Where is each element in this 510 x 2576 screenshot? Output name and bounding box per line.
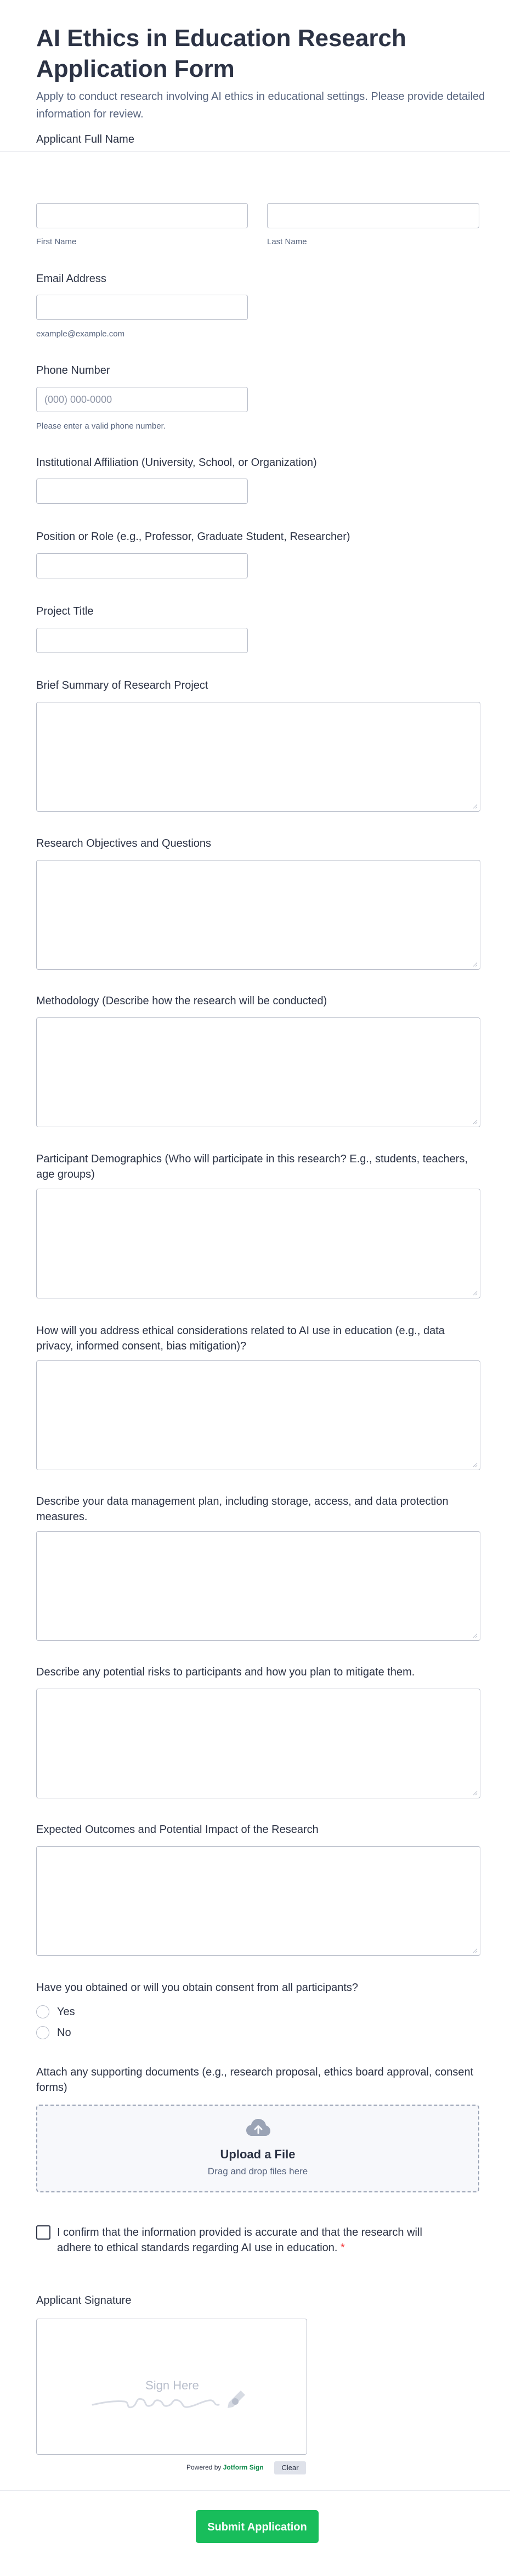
- resize-grip-icon[interactable]: [472, 1462, 478, 1467]
- email-sublabel: example@example.com: [36, 329, 125, 339]
- last-name-input[interactable]: [267, 203, 479, 228]
- radio-option-yes[interactable]: [36, 2004, 146, 2020]
- first-name-sublabel: First Name: [36, 237, 77, 246]
- confirm-text-wrapper: [57, 2225, 435, 2256]
- ethics-textarea[interactable]: [36, 1360, 480, 1470]
- resize-grip-icon[interactable]: [472, 1290, 478, 1296]
- summary-textarea[interactable]: [36, 702, 480, 812]
- signature-pad[interactable]: [36, 2319, 307, 2455]
- resize-grip-icon[interactable]: [472, 1948, 478, 1953]
- consent-label: Have you obtained or will you obtain consent from all participants?: [36, 1982, 358, 1994]
- data-plan-field: [36, 1494, 480, 1525]
- risks-textarea[interactable]: [36, 1689, 480, 1798]
- form-subtitle: Apply to conduct research involving AI ethics in educational settings. Please provide detailed information for review.: [36, 91, 485, 120]
- submit-button[interactable]: Submit Application: [196, 2510, 319, 2543]
- methodology-label: Methodology (Describe how the research will be conducted): [36, 995, 327, 1007]
- position-label: Position or Role (e.g., Professor, Graduate Student, Researcher): [36, 531, 350, 543]
- jotform-sign-brand: Jotform Sign: [223, 2463, 264, 2471]
- full-name-field: [36, 132, 480, 252]
- resize-grip-icon[interactable]: [472, 1790, 478, 1796]
- consent-field: [36, 1980, 480, 2046]
- upload-hint: Drag and drop files here: [207, 2166, 308, 2176]
- resize-grip-icon[interactable]: [472, 961, 478, 967]
- confirm-checkbox[interactable]: [36, 2225, 50, 2240]
- first-name-input[interactable]: [36, 203, 248, 228]
- upload-label: Attach any supporting documents (e.g., research proposal, ethics board approval, consent forms): [36, 2066, 474, 2094]
- objectives-field: [36, 836, 480, 851]
- radio-yes[interactable]: [36, 2005, 49, 2018]
- demographics-field: [36, 1151, 480, 1182]
- outcomes-label: Expected Outcomes and Potential Impact of the Research: [36, 1824, 319, 1836]
- radio-yes-label: Yes: [57, 2006, 75, 2018]
- affiliation-input[interactable]: [36, 479, 248, 504]
- phone-sublabel: Please enter a valid phone number.: [36, 421, 166, 431]
- data-plan-label: Describe your data management plan, including storage, access, and data protection measures.: [36, 1495, 449, 1523]
- ethics-label: How will you address ethical considerations related to AI use in education (e.g., data privacy, informed consent, bias mitigation)?: [36, 1325, 445, 1352]
- powered-by: [186, 2461, 264, 2473]
- last-name-sublabel: Last Name: [267, 237, 307, 246]
- signature-label: Applicant Signature: [36, 2294, 132, 2307]
- summary-field: [36, 678, 480, 693]
- methodology-field: [36, 993, 480, 1009]
- clear-signature-button[interactable]: Clear: [274, 2461, 306, 2474]
- radio-option-no[interactable]: [36, 2025, 146, 2040]
- position-input[interactable]: [36, 553, 248, 578]
- objectives-textarea[interactable]: [36, 860, 480, 970]
- email-label: Email Address: [36, 273, 106, 285]
- data-plan-textarea[interactable]: [36, 1531, 480, 1641]
- radio-no[interactable]: [36, 2026, 49, 2039]
- methodology-textarea[interactable]: [36, 1017, 480, 1127]
- project-title-label: Project Title: [36, 605, 94, 617]
- form-header: [0, 0, 510, 152]
- ethics-field: [36, 1323, 480, 1354]
- affiliation-label: Institutional Affiliation (University, School, or Organization): [36, 457, 317, 469]
- cloud-upload-icon: [245, 2118, 271, 2138]
- objectives-label: Research Objectives and Questions: [36, 837, 212, 850]
- risks-label: Describe any potential risks to participants and how you plan to mitigate them.: [36, 1666, 415, 1678]
- resize-grip-icon[interactable]: [472, 803, 478, 809]
- risks-field: [36, 1664, 480, 1680]
- phone-input[interactable]: (000) 000-0000: [36, 387, 248, 412]
- demographics-label: Participant Demographics (Who will participate in this research? E.g., students, teachers, age groups): [36, 1153, 468, 1180]
- full-name-label: Applicant Full Name: [36, 133, 134, 145]
- form-title: AI Ethics in Education Research Application Form: [36, 25, 406, 82]
- outcomes-field: [36, 1822, 480, 1837]
- signature-scribble-icon: [92, 2373, 251, 2417]
- outcomes-textarea[interactable]: [36, 1846, 480, 1956]
- file-upload-dropzone[interactable]: [36, 2105, 479, 2192]
- confirm-text: I confirm that the information provided is accurate and that the research will adhere to ethical standards regarding AI use in education.: [57, 2226, 422, 2254]
- demographics-textarea[interactable]: [36, 1189, 480, 1298]
- email-input[interactable]: [36, 295, 248, 320]
- summary-label: Brief Summary of Research Project: [36, 679, 208, 691]
- project-title-input[interactable]: [36, 628, 248, 653]
- resize-grip-icon[interactable]: [472, 1633, 478, 1638]
- signature-placeholder: Sign Here: [145, 2378, 199, 2392]
- powered-by-text: Powered by: [186, 2463, 222, 2471]
- upload-title: Upload a File: [220, 2147, 296, 2161]
- required-asterisk: *: [341, 2242, 345, 2254]
- resize-grip-icon[interactable]: [472, 1119, 478, 1124]
- phone-label: Phone Number: [36, 364, 110, 376]
- radio-no-label: No: [57, 2027, 71, 2039]
